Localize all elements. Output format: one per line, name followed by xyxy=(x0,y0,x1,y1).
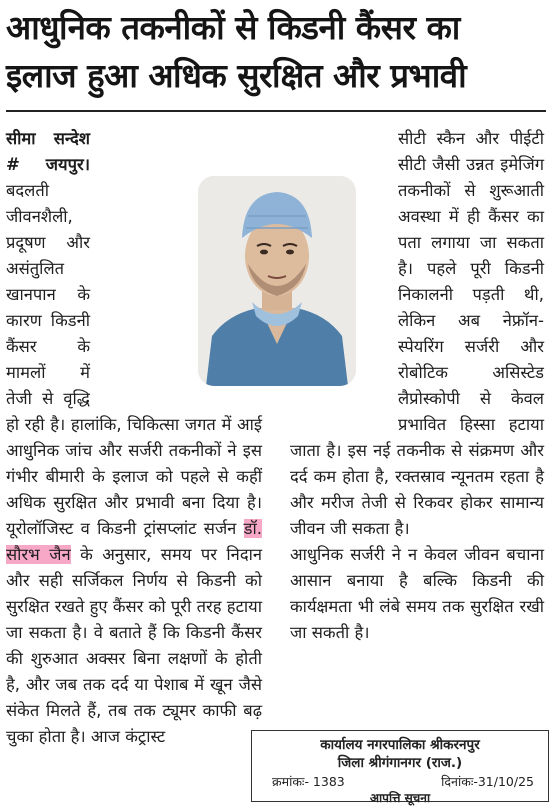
column-1-part-b: के अनुसार, समय पर निदान और सही सर्जिकल निर्णय से किडनी को सुरक्षित रखते हुए कैंसर को पूरी तरह हटाया जा सकता है। वे बताते हैं कि किडनी कैंसर की शुरुआत अक्सर बिना लक्षणों के होती है, और जब तक दर्द या पेशाब में खून जैसे संकेत मिलते हैं, तब तक ट्यूमर काफी बढ़ चुका होता है। आज कंट्रास्ट xyxy=(6,545,263,746)
headline-line-2: इलाज हुआ अधिक सुरक्षित और प्रभावी xyxy=(6,56,467,95)
notice-date: दिनांकः-31/10/25 xyxy=(441,774,534,789)
column-2-part-a: सीटी स्कैन और पीईटी सीटी जैसी उन्नत इमेजिंग तकनीकों से शुरूआती अवस्था में ही कैंसर का पता लगाया जा सकता है। पहले पूरी किडनी निकालनी पड़ती थी, लेकिन अब नेफ्रॉन-स्पेयरिंग सर्जरी और रोबोटिक असिस्टेड लैप्रोस्कोपी से केवल प्रभावित हिस्सा हटाया जाता है। इस नई तकनीक से संक्रमण और दर्द कम होता है, रक्तस्राव न्यूनतम रहता है और मरीज तेजी से रिकवर होकर सामान्य जीवन जी सकता है। xyxy=(290,129,544,538)
byline: सीमा सन्देश # जयपुर। xyxy=(6,129,90,174)
headline-line-1: आधुनिक तकनीकों से किडनी कैंसर का xyxy=(6,8,460,47)
column-2-part-b: आधुनिक सर्जरी ने न केवल जीवन बचाना आसान बनाया है बल्कि किडनी की कार्यक्षमता भी लंबे समय तक सुरक्षित रखी जा सकती है। xyxy=(290,545,544,642)
municipal-notice xyxy=(251,730,549,805)
notice-heading: आपत्ति सूचना xyxy=(369,791,431,805)
column-1-part-a: बदलती जीवनशैली, प्रदूषण और असंतुलित खानपान के कारण किडनी कैंसर के मामलों में तेजी से वृद्धि हो रही है। हालांकि, चिकित्सा जगत में आई आधुनिक जांच और सर्जरी तकनीकों ने इस गंभीर बीमारी के इलाज को पहले से कहीं अधिक सुरक्षित और प्रभावी बना दिया है। यूरोलॉजिस्ट व किडनी ट्रांसप्लांट सर्जन xyxy=(6,181,262,538)
doctor-portrait-icon xyxy=(198,176,356,386)
headline xyxy=(6,4,546,100)
notice-district: जिला श्रीगंगानगर (राज.) xyxy=(337,755,463,771)
headline-rule xyxy=(6,110,546,112)
notice-number: क्रमांकः- 1383 xyxy=(272,774,345,789)
doctor-name-highlight: डॉ. सौरभ जैन xyxy=(6,519,262,564)
notice-office: कार्यालय नगरपालिका श्रीकरनपुर xyxy=(320,737,480,753)
doctor-photo xyxy=(198,176,356,386)
